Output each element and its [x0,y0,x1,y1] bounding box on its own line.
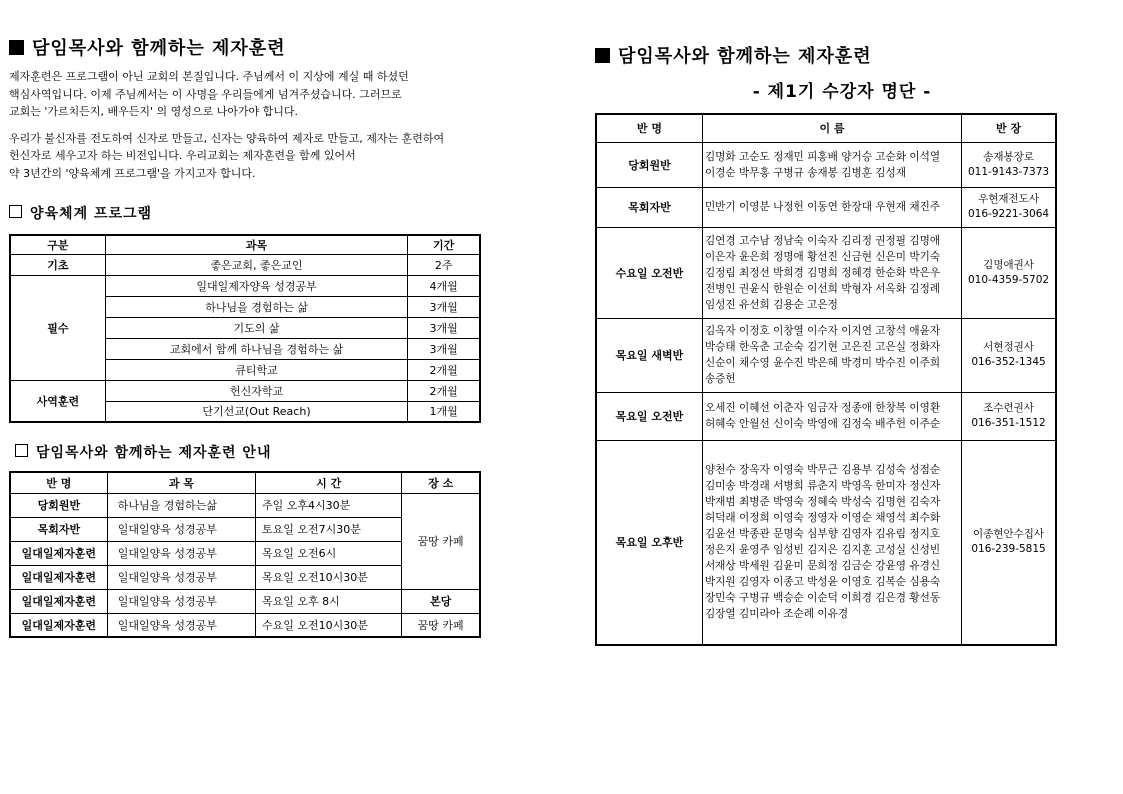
subject-cell: 큐티학교 [105,359,408,380]
vision-line: 우리가 불신자를 전도하여 신자로 만들고, 신자는 양육하여 제자로 만들고, 제자는 훈련하여 [9,131,445,145]
table-row [596,187,1056,227]
subject-cell: 일대일양육 성경공부 [107,517,255,541]
category-cell: 기초 [10,254,105,275]
class-cell: 목회자반 [596,187,702,227]
square-bullet-icon [595,48,610,63]
table-row [10,254,480,275]
period-cell: 2주 [408,254,480,275]
program-table [9,234,481,423]
table-row [10,589,480,613]
leader-name: 김명애권사 [983,258,1034,271]
class-cell: 당회원반 [10,493,107,517]
leader-phone: 016-9221-3064 [968,208,1050,220]
intro-paragraph [9,68,483,121]
place-cell: 꿈땅 카페 [402,613,480,637]
class-cell: 당회원반 [596,142,702,187]
header-cell: 과목 [105,235,408,254]
leader-name: 이종현안수집사 [973,528,1045,541]
subject-cell: 교회에서 함께 하나님을 경험하는 삶 [105,338,408,359]
table-row [596,142,1056,187]
subject-cell: 하나님을 경험하는 삶 [105,296,408,317]
subject-cell: 헌신자학교 [105,380,408,401]
period-cell: 2개월 [408,380,480,401]
time-cell: 목요일 오전10시30분 [256,565,402,589]
class-cell: 수요일 오전반 [596,227,702,318]
leader-cell [962,440,1056,645]
table-row [10,380,480,401]
program-title: 양육체계 프로그램 [9,204,483,224]
names-cell: 민반기 이영분 나정헌 이동연 한장대 우현재 채진주 [702,187,961,227]
roster-subtitle: - 제1기 수강자 명단 - [752,82,932,102]
header-cell: 시 간 [256,472,402,493]
subject-cell: 단기선교(Out Reach) [105,401,408,422]
leader-phone: 016-352-1345 [971,356,1046,368]
period-cell: 3개월 [408,296,480,317]
period-cell: 4개월 [408,275,480,296]
subject-cell: 일대일양육 성경공부 [107,541,255,565]
leader-cell [962,142,1056,187]
leader-phone: 016-239-5815 [971,543,1046,556]
time-cell: 토요일 오전7시30분 [256,517,402,541]
subject-cell: 하나님을 경험하는삶 [107,493,255,517]
time-cell: 목요일 오전6시 [256,541,402,565]
table-header-row [10,472,480,493]
names-cell: 양천수 장옥자 이영숙 박무근 김용부 김성숙 성점순 김미송 박경래 서병희 류춘지 박영옥 한미자 정신자 박재범 최병준 박영숙 정혜숙 박성숙 김명현 김숙자 허덕래 이정희 이영숙 정영자 이영순 채영석 최수화 김윤선 박종관 문명숙 심부향 김영자 김유림 정지호 정은지 윤영주 임성빈 김지은 김지훈 고성실 신성빈 서재상 박세원 김윤미 문희정 김금순 강윤영 유경신 박지원 김영자 이종고 박성윤 이영호 김복순 심용숙 장민숙 구병규 백승순 이순덕 이희경 김은경 황선동 김장열 김미라아 조순례 이유경 [702,440,961,645]
guide-table [9,471,481,638]
leader-cell [962,392,1056,440]
subject-cell: 일대일제자양육 성경공부 [105,275,408,296]
table-row [596,440,1056,645]
vision-line: 헌신자로 세우고자 하는 비전입니다. 우리교회는 제자훈련을 함께 있어서 [9,149,356,162]
table-row [596,227,1056,318]
leader-phone: 016-351-1512 [971,417,1046,429]
header-cell: 기간 [408,235,480,254]
left-title: 담임목사와 함께하는 제자훈련 [9,36,483,62]
table-row [10,613,480,637]
subject-cell: 일대일양육 성경공부 [107,613,255,637]
class-cell: 목요일 오후반 [596,440,702,645]
category-cell: 사역훈련 [10,380,105,422]
class-cell: 목회자반 [10,517,107,541]
square-bullet-icon [9,40,24,55]
names-cell: 김명화 고순도 정재민 피홍배 양거승 고순화 이석열 이경순 박무홍 구병규 송재봉 김병훈 김성재 [702,142,961,187]
table-row [10,493,480,517]
guide-title: 담임목사와 함께하는 제자훈련 안내 [15,443,483,463]
time-cell: 목요일 오후 8시 [256,589,402,613]
class-cell: 일대일제자훈련 [10,589,107,613]
table-row [596,392,1056,440]
period-cell: 3개월 [408,317,480,338]
subject-cell: 좋은교회, 좋은교인 [105,254,408,275]
leader-cell [962,227,1056,318]
left-column [9,36,483,638]
time-cell: 주일 오후4시30분 [256,493,402,517]
time-cell: 수요일 오전10시30분 [256,613,402,637]
intro-line: 교회는 '가르치든지, 배우든지' 의 영성으로 나아가야 합니다. [9,105,299,118]
leader-name: 우현재전도사 [978,193,1039,205]
table-row [596,318,1056,392]
header-cell: 이 름 [702,114,961,142]
names-cell: 김연경 고수남 정남숙 이숙자 김리정 권정필 김명애 이은자 윤은희 정명애 황선진 신금현 신은미 박기숙 김정림 최정선 박희경 김명희 정혜경 한순화 박은우 전병인 권윤식 한원순 이선희 박형자 서옥화 김정례 임성진 유선희 김용순 고은정 [702,227,961,318]
leader-phone: 011-9143-7373 [968,165,1050,178]
leader-cell [962,318,1056,392]
period-cell: 2개월 [408,359,480,380]
category-cell: 필수 [10,275,105,380]
header-cell: 반 명 [596,114,702,142]
subject-cell: 일대일양육 성경공부 [107,565,255,589]
leader-phone: 010-4359-5702 [968,273,1050,286]
vision-paragraph [9,130,483,183]
right-title: 담임목사와 함께하는 제자훈련 [595,44,1057,70]
header-cell: 반 명 [10,472,107,493]
subject-cell: 일대일양육 성경공부 [107,589,255,613]
roster-table [595,113,1057,646]
checkbox-square-icon [15,444,28,457]
table-header-row [596,114,1056,142]
table-header-row [10,235,480,254]
period-cell: 3개월 [408,338,480,359]
header-cell: 구분 [10,235,105,254]
intro-line: 핵심사역입니다. 이제 주님께서는 이 사명을 우리들에게 넘겨주셨습니다. 그러므로 [9,87,402,101]
leader-name: 조수련권사 [983,402,1034,414]
vision-line: 약 3년간의 '양육체계 프로그램'을 가지고자 합니다. [9,166,256,180]
leader-name: 송재봉장로 [983,150,1034,163]
class-cell: 목요일 오전반 [596,392,702,440]
place-cell: 본당 [402,589,480,613]
class-cell: 일대일제자훈련 [10,541,107,565]
class-cell: 일대일제자훈련 [10,613,107,637]
header-cell: 과 목 [107,472,255,493]
leader-name: 서현정권사 [983,341,1034,353]
table-row [10,275,480,296]
intro-line: 제자훈련은 프로그램이 아닌 교회의 본질입니다. 주님께서 이 지상에 계실 때 하셨던 [9,70,409,83]
right-column [595,44,1057,646]
names-cell: 오세진 이혜선 이춘자 임금자 정종애 한창복 이영환 허혜숙 안월선 신이숙 박영애 김정숙 배주헌 이주순 [702,392,961,440]
class-cell: 목요일 새벽반 [596,318,702,392]
subject-cell: 기도의 삶 [105,317,408,338]
class-cell: 일대일제자훈련 [10,565,107,589]
period-cell: 1개월 [408,401,480,422]
header-cell: 반 장 [962,114,1056,142]
place-cell: 꿈땅 카페 [402,493,480,589]
checkbox-square-icon [9,205,22,218]
leader-cell [962,187,1056,227]
header-cell: 장 소 [402,472,480,493]
names-cell: 김옥자 이정호 이창열 이수자 이지연 고창석 애윤자 박승태 한옥춘 고순숙 김기현 고은진 고은실 정화자 신순이 채수영 윤수진 박은혜 박경미 박수진 이주희 송증헌 [702,318,961,392]
